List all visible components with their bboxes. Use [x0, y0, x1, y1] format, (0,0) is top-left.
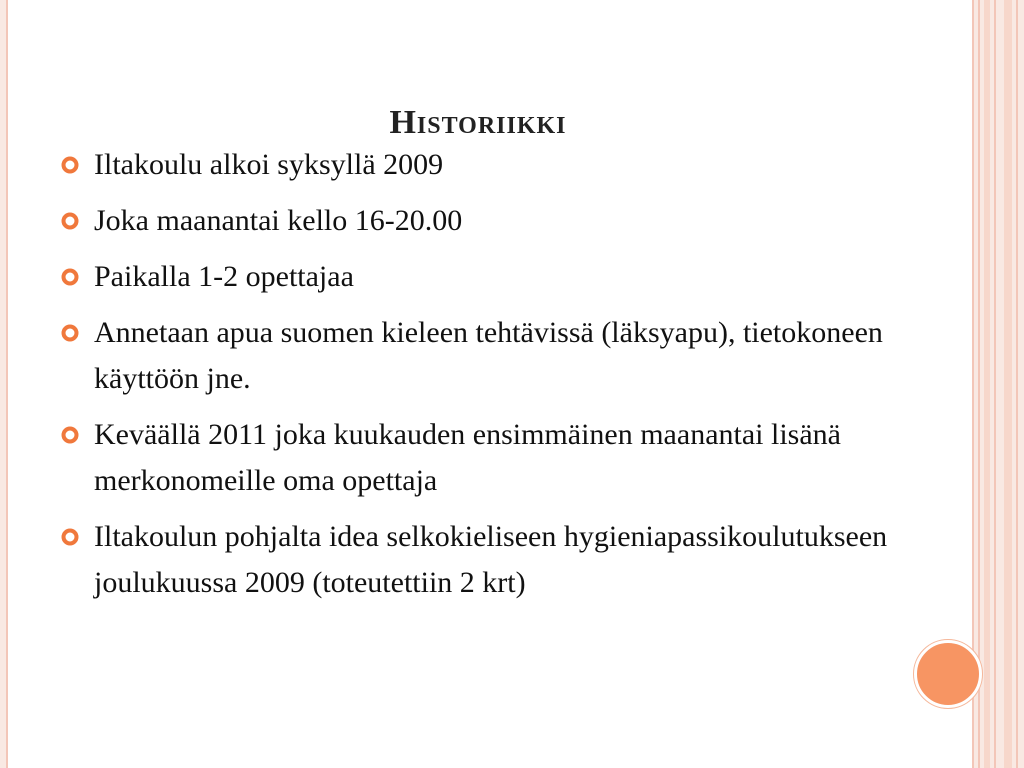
bullet-text: Iltakoulun pohjalta idea selkokieliseen hygieniapassikoulutukseen joulukuussa 2009 (toteutettiin 2 krt)	[94, 520, 888, 599]
orange-circle-icon	[914, 640, 982, 708]
bullet-text: Iltakoulu alkoi syksyllä 2009	[94, 148, 444, 181]
bullet-icon	[60, 514, 84, 560]
decorative-stripe	[1004, 0, 1012, 768]
decorative-stripe	[984, 0, 990, 768]
bullet-text: Joka maanantai kello 16-20.00	[94, 204, 463, 237]
bullet-item	[60, 514, 900, 606]
bullet-icon	[60, 142, 84, 188]
bullet-item	[60, 412, 900, 504]
bullet-list	[60, 142, 900, 616]
slide	[6, 0, 974, 768]
bullet-item	[60, 310, 900, 402]
bullet-item	[60, 198, 900, 244]
bullet-icon	[60, 254, 84, 300]
bullet-icon	[60, 412, 84, 458]
decorative-stripe	[1016, 0, 1018, 768]
decorative-stripe	[994, 0, 996, 768]
bullet-text: Paikalla 1-2 opettajaa	[94, 260, 354, 293]
bullet-item	[60, 254, 900, 300]
bullet-icon	[60, 198, 84, 244]
slide-title: Historiikki	[389, 104, 567, 141]
decorative-stripe	[978, 0, 980, 768]
bullet-text: Annetaan apua suomen kieleen tehtävissä (läksyapu), tietokoneen käyttöön jne.	[94, 316, 883, 395]
bullet-icon	[60, 310, 84, 356]
bullet-text: Keväällä 2011 joka kuukauden ensimmäinen maanantai lisänä merkonomeille oma opettaja	[94, 418, 841, 497]
bullet-item	[60, 142, 900, 188]
